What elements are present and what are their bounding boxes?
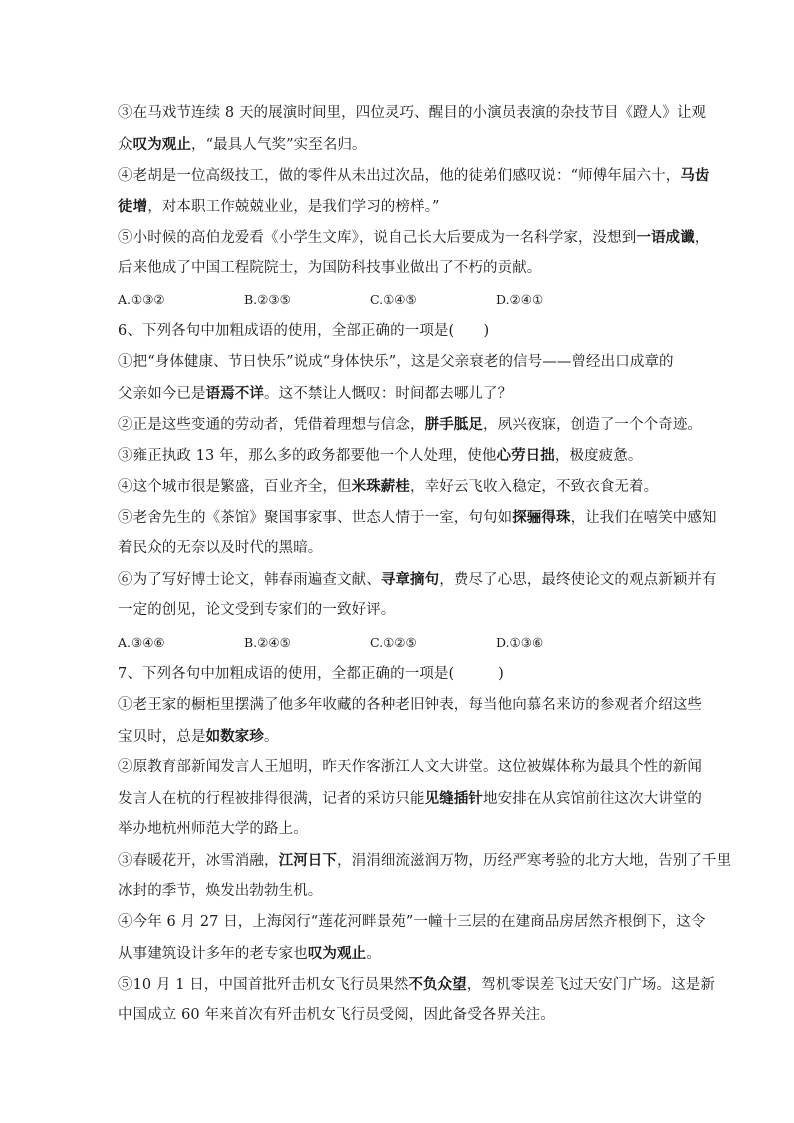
text-line: ①老王家的橱柜里摆满了他多年收藏的各种老旧钟表，每当他向慕名来访的参观者介绍这些 <box>118 697 702 713</box>
bold-idiom: 徒增 <box>118 198 148 215</box>
question-5-options <box>118 284 678 315</box>
text-line: 一定的创见，论文受到专家们的一致好评。 <box>118 602 396 618</box>
text-line: 冰封的季节，焕发出勃勃生机。 <box>118 883 323 899</box>
bold-idiom: 寻章摘句 <box>380 571 440 588</box>
question-6-stem <box>118 316 678 347</box>
text-line: ④老胡是一位高级技工，做的零件从未出过次品，他的徒弟们感叹说：“师傅年届六十，马齿 <box>118 167 710 184</box>
bold-idiom: 胼手胝足 <box>424 416 484 433</box>
bold-idiom: 江河日下 <box>278 852 338 869</box>
bold-idiom: 如数家珍 <box>205 728 265 745</box>
bold-idiom: 叹为观止 <box>307 945 367 962</box>
list-item <box>118 471 678 502</box>
question-7-stem <box>118 659 678 690</box>
answer-option: A.①③② <box>118 292 165 307</box>
text-line: 着民众的无奈以及时代的黑暗。 <box>118 540 323 556</box>
text-line: ⑤老舍先生的《茶馆》聚国事家事、世态人情于一室，句句如探骊得珠，让我们在嘻笑中感知 <box>118 509 717 526</box>
bold-idiom: 探骊得珠 <box>512 509 571 526</box>
bold-idiom: 心劳日拙 <box>496 447 555 464</box>
text-line: ③春暖花开，冰雪消融，江河日下，涓涓细流滋润万物，历经严寒考验的北方大地，告别了千里 <box>118 852 732 869</box>
list-item <box>118 752 703 845</box>
text-line: 发言人在杭的行程被排得很满，记者的采访只能见缝插针地安排在从宾馆前往这次大讲堂的 <box>118 790 703 807</box>
text-line: ③在马戏节连续 8 天的展演时间里，四位灵巧、醒目的小演员表演的杂技节目《蹬人》让观 <box>118 105 707 121</box>
text-line: 徒增，对本职工作兢兢业业，是我们学习的榜样。” <box>118 198 440 215</box>
answer-option: D.①③⑥ <box>496 635 544 650</box>
list-item <box>118 98 707 160</box>
bold-idiom: 叹为观止 <box>132 136 192 153</box>
text-line: ⑤10 月 1 日，中国首批歼击机女飞行员果然不负众望，驾机零误差飞过天安门广场。这是新 <box>118 976 715 993</box>
text-line: 后来他成了中国工程院院士，为国防科技事业做出了不朽的贡献。 <box>118 260 542 276</box>
answer-option: D.②④① <box>496 292 544 307</box>
text-line: ③雍正执政 13 年，那么多的政务都要他一个人处理，使他心劳日拙，极度疲惫。 <box>118 447 643 464</box>
answer-option: C.①②⑤ <box>370 635 417 650</box>
text-line: 中国成立 60 年来首次有歼击机女飞行员受阅，因此备受各界关注。 <box>118 1007 555 1023</box>
question-7-stem-text: 7、下列各句中加粗成语的使用，全都正确的一项是( ) <box>118 666 504 682</box>
list-item <box>118 845 732 907</box>
bold-idiom: 马齿 <box>680 167 710 184</box>
list-item <box>118 347 678 409</box>
bold-idiom: 见缝插针 <box>424 790 484 807</box>
list-item <box>118 502 717 564</box>
text-line: 众叹为观止，“最具人气奖”实至名归。 <box>118 136 367 153</box>
answer-option: A.③④⑥ <box>118 635 165 650</box>
bold-idiom: 一语成谶 <box>636 229 695 246</box>
text-line: 宝贝时，总是如数家珍。 <box>118 728 279 745</box>
text-line: ②正是这些变通的劳动者，凭借着理想与信念，胼手胝足，夙兴夜寐，创造了一个个奇迹。 <box>118 416 703 433</box>
text-line: ④这个城市很是繁盛，百业齐全，但米珠薪桂，幸好云飞收入稳定，不致衣食无着。 <box>118 478 659 495</box>
answer-option: C.①④⑤ <box>370 292 417 307</box>
bold-idiom: 不负众望 <box>408 976 467 993</box>
text-line: 举办地杭州师范大学的路上。 <box>118 821 308 837</box>
list-item <box>118 160 710 222</box>
text-line: ⑥为了写好博士论文，韩春雨遍查文献、寻章摘句，费尽了心思，最终使论文的观点新颖并有 <box>118 571 717 588</box>
list-item <box>118 907 706 969</box>
bold-idiom: 语焉不详 <box>205 385 265 402</box>
text-line: ②原教育部新闻发言人王旭明，昨天作客浙江人文大讲堂。这位被媒体称为最具个性的新闻 <box>118 759 702 775</box>
bold-idiom: 米珠薪桂 <box>351 478 411 495</box>
list-item <box>118 969 715 1031</box>
answer-option: B.②③⑤ <box>244 292 291 307</box>
text-line: ①把“身体健康、节日快乐”说成“身体快乐”，这是父亲衰老的信号——曾经出口成章的 <box>118 354 674 370</box>
list-item <box>118 222 710 284</box>
text-line: 父亲如今已是语焉不详。这不禁让人慨叹：时间都去哪儿了？ <box>118 385 513 402</box>
list-item <box>118 409 703 440</box>
answer-option: B.②④⑤ <box>244 635 291 650</box>
list-item <box>118 690 702 752</box>
text-line: ④今年 6 月 27 日，上海闵行“莲花河畔景苑”一幢十三层的在建商品房居然齐根倒下，这令 <box>118 914 706 930</box>
question-6-options <box>118 627 678 658</box>
text-line: ⑤小时候的高伯龙爱看《小学生文库》，说自己长大后要成为一名科学家，没想到一语成谶， <box>118 229 710 246</box>
question-6-stem-text: 6、下列各句中加粗成语的使用，全部正确的一项是( ) <box>118 323 490 339</box>
list-item <box>118 564 717 626</box>
list-item <box>118 440 678 471</box>
text-line: 从事建筑设计多年的老专家也叹为观止。 <box>118 945 381 962</box>
